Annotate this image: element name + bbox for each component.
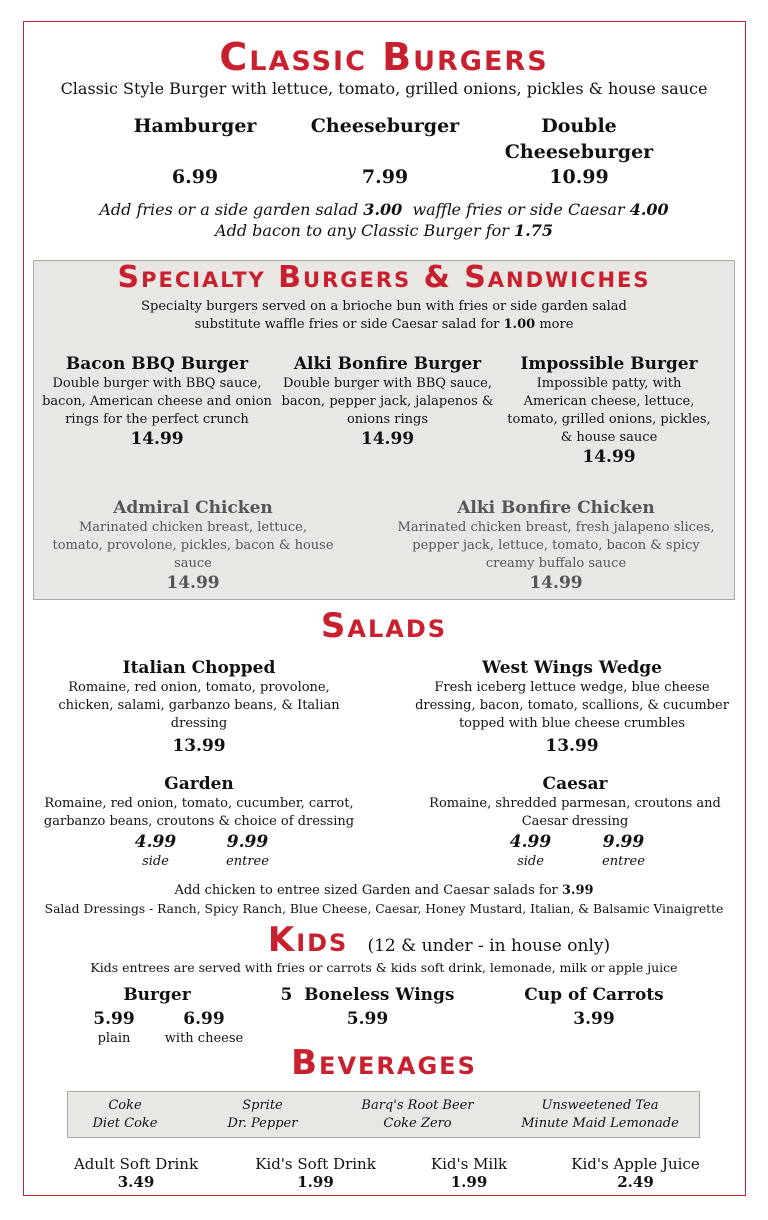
item-name: Caesar: [542, 774, 608, 794]
kids-milk: [418, 1155, 520, 1191]
kids-soft-drink: [243, 1155, 388, 1191]
drink-price: 1.99: [450, 1173, 488, 1191]
italian-chopped: [40, 658, 358, 733]
item-name: Bacon BBQ Burger: [65, 354, 249, 374]
caesar-side-price: 4.99: [509, 832, 552, 852]
caesar-side-label: side: [517, 854, 544, 869]
item-name: Garden: [164, 774, 234, 794]
cheeseburger-name: Cheeseburger: [310, 115, 460, 137]
addon-caesar-price: 4.00: [629, 200, 669, 219]
soda-col-4: [510, 1097, 690, 1133]
drink-price: 3.49: [117, 1173, 155, 1191]
item-desc: Fresh iceberg lettuce wedge, blue cheese dressing, bacon, tomato, scallions, & cucumber topped with blue cheese crumbles: [415, 680, 729, 731]
beverages-heading: Beverages: [291, 1043, 477, 1083]
bacon-bbq-burger: [42, 354, 272, 450]
kids-burger-cheese-price: 6.99: [183, 1009, 225, 1029]
west-wings-wedge: [408, 658, 736, 733]
caesar-salad: [425, 774, 725, 831]
garden-entree: [210, 832, 285, 871]
kids-heading-note: (12 & under - in house only): [367, 936, 611, 956]
kids-heading-row: [0, 920, 768, 960]
specialty-intro-2-text: substitute waffle fries or side Caesar salad for: [194, 317, 504, 332]
salad-dressings-note: Salad Dressings - Ranch, Spicy Ranch, Blue Cheese, Caesar, Honey Mustard, Italian, & Balsamic Vinaigrette: [44, 902, 724, 916]
classic-addon-sides: [0, 200, 768, 220]
item-desc: Double burger with BBQ sauce, bacon, American cheese and onion rings for the perfect crunch: [42, 376, 272, 427]
soda-item: Unsweetened Tea: [541, 1098, 659, 1113]
item-price: 14.99: [166, 573, 220, 593]
kids-apple-juice: [558, 1155, 713, 1191]
kids-heading: Kids: [267, 920, 349, 960]
item-desc: Impossible patty, with American cheese, lettuce, tomato, grilled onions, pickles, & house sauce: [507, 376, 711, 445]
kids-carrots: [510, 985, 678, 1030]
caesar-entree: [586, 832, 661, 871]
item-desc: Romaine, shredded parmesan, croutons and Caesar dressing: [429, 796, 721, 829]
item-desc: Marinated chicken breast, lettuce, tomato, provolone, pickles, bacon & house sauce: [52, 520, 334, 571]
kids-wings-price: 5.99: [346, 1009, 389, 1029]
garden-salad: [40, 774, 358, 831]
item-price: 14.99: [130, 429, 184, 449]
caesar-side: [493, 832, 568, 871]
garden-side-label: side: [142, 854, 169, 869]
item-price: 14.99: [360, 429, 415, 449]
soda-item: Coke Zero: [383, 1116, 452, 1131]
hamburger-price: 6.99: [171, 166, 219, 188]
item-price: 14.99: [582, 447, 636, 467]
salad-chicken-note-price: 3.99: [561, 883, 594, 898]
italian-chopped-price: 13.99: [172, 736, 226, 756]
kids-burger-plain-label: plain: [97, 1031, 131, 1046]
item-name: Alki Bonfire Burger: [293, 354, 482, 374]
double-cheeseburger-price: 10.99: [549, 166, 609, 188]
garden-side-price: 4.99: [134, 832, 177, 852]
cheeseburger-price: 7.99: [361, 166, 409, 188]
impossible-burger: [503, 354, 715, 468]
item-name: Italian Chopped: [122, 658, 276, 678]
classic-subtitle: Classic Style Burger with lettuce, tomato, grilled onions, pickles & house sauce: [60, 79, 708, 98]
hamburger-name: Hamburger: [133, 115, 257, 137]
soda-item: Diet Coke: [92, 1116, 158, 1131]
admiral-chicken: [52, 498, 334, 594]
kids-carrots-name: Cup of Carrots: [524, 985, 664, 1005]
addon-sides-text: Add fries or a side garden salad: [99, 200, 364, 219]
kids-burger-cheese-label: with cheese: [164, 1031, 244, 1046]
kids-burger-name: Burger: [123, 985, 191, 1005]
soda-col-3: [350, 1097, 485, 1133]
soda-item: Dr. Pepper: [227, 1116, 298, 1131]
item-desc: Marinated chicken breast, fresh jalapeno slices, pepper jack, lettuce, tomato, bacon & spicy creamy buffalo sauce: [397, 520, 715, 571]
addon-sides-price: 3.00: [363, 200, 403, 219]
item-name: Impossible Burger: [520, 354, 698, 374]
item-desc: Double burger with BBQ sauce, bacon, pepper jack, jalapenos & onions rings: [281, 376, 494, 427]
drink-name: Kid's Apple Juice: [571, 1155, 700, 1173]
adult-soft-drink: [62, 1155, 210, 1191]
item-name: Alki Bonfire Chicken: [457, 498, 655, 518]
item-desc: Romaine, red onion, tomato, cucumber, carrot, garbanzo beans, croutons & choice of dressing: [43, 796, 355, 829]
soda-item: Coke: [108, 1098, 142, 1113]
drink-price: 1.99: [297, 1173, 334, 1191]
salad-chicken-note-text: Add chicken to entree sized Garden and Caesar salads for: [174, 883, 562, 898]
specialty-intro-2-price: 1.00: [503, 317, 536, 332]
specialty-intro-2: [0, 316, 768, 334]
caesar-entree-price: 9.99: [602, 832, 645, 852]
soda-item: Barq's Root Beer: [361, 1098, 474, 1113]
item-name: Admiral Chicken: [113, 498, 273, 518]
addon-bacon-price: 1.75: [513, 221, 553, 240]
item-price: 14.99: [529, 573, 583, 593]
garden-side: [118, 832, 193, 871]
kids-carrots-price: 3.99: [573, 1009, 615, 1029]
specialty-heading: Specialty Burgers & Sandwiches: [117, 260, 651, 295]
drink-name: Kid's Soft Drink: [255, 1155, 376, 1173]
kids-intro: Kids entrees are served with fries or carrots & kids soft drink, lemonade, milk or apple juice: [90, 960, 678, 975]
garden-entree-price: 9.99: [226, 832, 269, 852]
drink-price: 2.49: [617, 1173, 654, 1191]
west-wings-wedge-price: 13.99: [545, 736, 599, 756]
kids-burger-plain-price: 5.99: [93, 1009, 135, 1029]
drink-name: Adult Soft Drink: [73, 1155, 199, 1173]
caesar-entree-label: entree: [602, 854, 645, 869]
alki-bonfire-burger: [280, 354, 495, 450]
classic-burgers-heading: Classic Burgers: [219, 35, 549, 79]
kids-burger-plain: [80, 1009, 148, 1048]
specialty-intro-2-end: more: [535, 317, 574, 332]
kids-wings-name: 5 Boneless Wings: [280, 985, 455, 1005]
alki-bonfire-chicken: [397, 498, 715, 594]
soda-col-2: [205, 1097, 320, 1133]
addon-caesar-text: waffle fries or side Caesar: [402, 200, 630, 219]
kids-burger-cheese: [158, 1009, 250, 1048]
soda-item: Sprite: [242, 1098, 283, 1113]
specialty-intro-1: Specialty burgers served on a brioche bun with fries or side garden salad: [141, 299, 627, 314]
double-cheeseburger-name: Double Cheeseburger: [504, 115, 654, 163]
soda-item: Minute Maid Lemonade: [521, 1116, 679, 1131]
kids-wings: [270, 985, 465, 1030]
addon-bacon-text: Add bacon to any Classic Burger for: [215, 221, 514, 240]
salad-chicken-note: [0, 882, 768, 900]
salads-heading: Salads: [320, 606, 448, 646]
soda-col-1: [75, 1097, 175, 1133]
drink-name: Kid's Milk: [430, 1155, 508, 1173]
item-name: West Wings Wedge: [482, 658, 662, 678]
classic-addon-bacon: [0, 221, 768, 241]
item-desc: Romaine, red onion, tomato, provolone, chicken, salami, garbanzo beans, & Italian dressing: [58, 680, 340, 731]
garden-entree-label: entree: [226, 854, 269, 869]
